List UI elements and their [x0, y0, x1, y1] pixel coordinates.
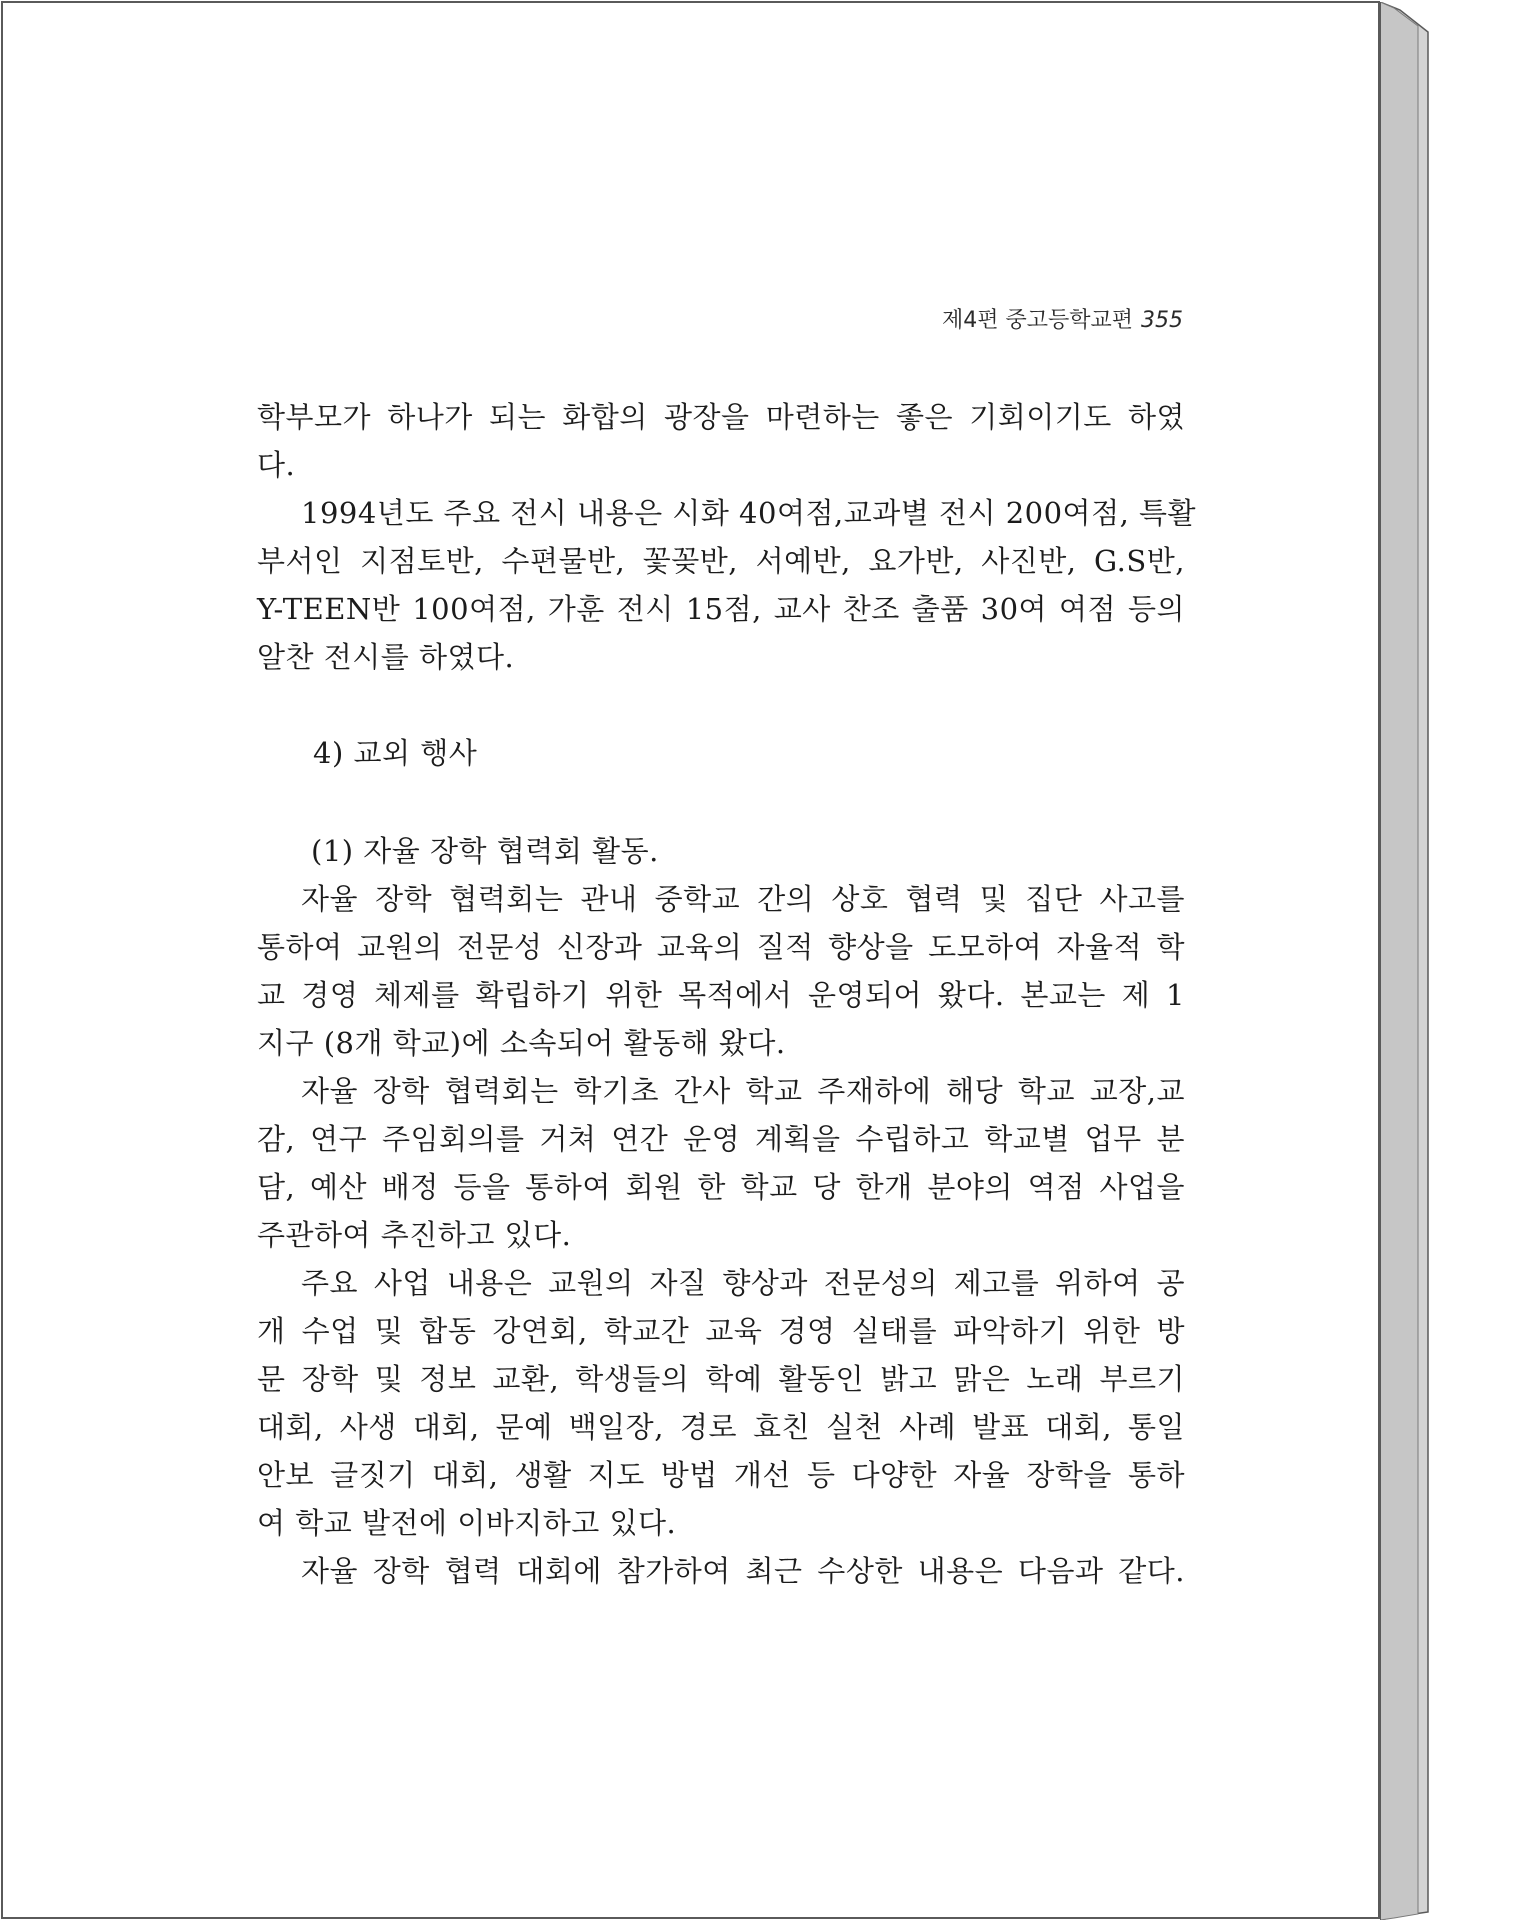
running-header: [938, 303, 1183, 334]
subheading-text: (1) 자율 장학 협력회 활동.: [311, 834, 659, 868]
text-line: 담, 예산 배정 등을 통하여 회원 한 학교 당 한개 분야의 역점 사업을: [257, 1170, 1185, 1204]
document-page: [1, 1, 1380, 1919]
text-line: 자율 장학 협력회는 학기초 간사 학교 주재하에 해당 학교 교장,교: [301, 1074, 1185, 1108]
section-title: 제4편 중고등학교편: [941, 308, 1133, 333]
text-line: 알찬 전시를 하였다.: [257, 640, 515, 674]
text-line: 문 장학 및 정보 교환, 학생들의 학예 활동인 밝고 맑은 노래 부르기: [257, 1362, 1185, 1396]
text-line: 자율 장학 협력 대회에 참가하여 최근 수상한 내용은 다음과 같다.: [301, 1554, 1185, 1588]
page-number: 355: [1141, 308, 1183, 333]
text-line: 교 경영 체제를 확립하기 위한 목적에서 운영되어 왔다. 본교는 제 1: [257, 978, 1185, 1012]
text-line: 1994년도 주요 전시 내용은 시화 40여점,교과별 전시 200여점, 특활: [301, 496, 1197, 530]
text-line: 부서인 지점토반, 수편물반, 꽃꽂반, 서예반, 요가반, 사진반, G.S반,: [257, 544, 1185, 578]
text-line: 통하여 교원의 전문성 신장과 교육의 질적 향상을 도모하여 자율적 학: [257, 930, 1185, 964]
text-line: 개 수업 및 합동 강연회, 학교간 교육 경영 실태를 파악하기 위한 방: [257, 1314, 1185, 1348]
text-line: 대회, 사생 대회, 문예 백일장, 경로 효친 실천 사례 발표 대회, 통일: [257, 1410, 1185, 1444]
text-line: 지구 (8개 학교)에 소속되어 활동해 왔다.: [257, 1026, 786, 1060]
text-line: 학부모가 하나가 되는 화합의 광장을 마련하는 좋은 기회이기도 하였: [257, 400, 1185, 434]
text-line: 감, 연구 주임회의를 거쳐 연간 운영 계획을 수립하고 학교별 업무 분: [257, 1122, 1185, 1156]
page-edge-stack: [1380, 2, 1432, 1920]
text-line: 다.: [257, 448, 296, 482]
heading-text: 4) 교외 행사: [313, 736, 478, 770]
text-line: 안보 글짓기 대회, 생활 지도 방법 개선 등 다양한 자율 장학을 통하: [257, 1458, 1185, 1492]
text-line: Y-TEEN반 100여점, 가훈 전시 15점, 교사 찬조 출품 30여 여점 등의: [257, 592, 1185, 626]
text-line: 주요 사업 내용은 교원의 자질 향상과 전문성의 제고를 위하여 공: [301, 1266, 1185, 1300]
text-line: 여 학교 발전에 이바지하고 있다.: [257, 1506, 677, 1540]
text-line: 주관하여 추진하고 있다.: [257, 1218, 572, 1252]
text-line: 자율 장학 협력회는 관내 중학교 간의 상호 협력 및 집단 사고를: [301, 882, 1185, 916]
